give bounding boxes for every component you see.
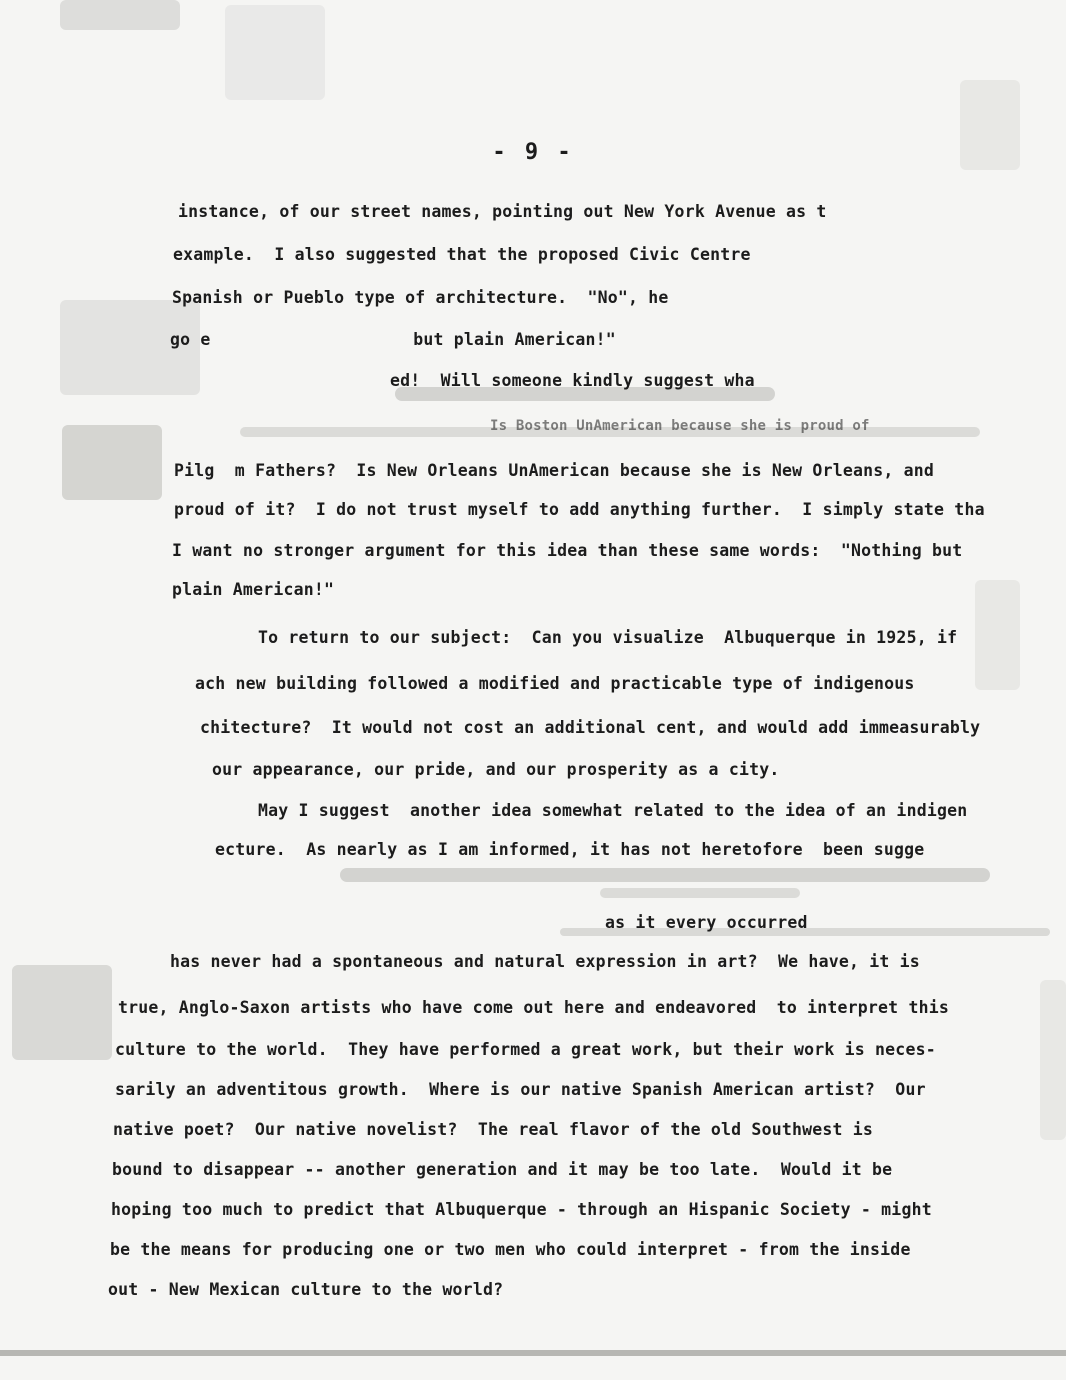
text-line: May I suggest another idea somewhat related to the idea of an indigen: [258, 801, 968, 820]
text-line: out - New Mexican culture to the world?: [108, 1280, 504, 1299]
text-line: chitecture? It would not cost an additional cent, and would add immeasurably: [200, 718, 981, 737]
text-line: native poet? Our native novelist? The real flavor of the old Southwest is: [113, 1120, 874, 1139]
text-line: Pilg m Fathers? Is New Orleans UnAmerican because she is New Orleans, and: [174, 461, 935, 480]
text-line: true, Anglo-Saxon artists who have come out here and endeavored to interpret this: [118, 998, 949, 1017]
text-line: instance, of our street names, pointing out New York Avenue as t: [178, 202, 827, 221]
paper-stain: [60, 0, 180, 30]
page-number: - 9 -: [492, 140, 574, 165]
text-line: ed! Will someone kindly suggest wha: [390, 371, 755, 390]
text-line: be the means for producing one or two men who could interpret - from the inside: [110, 1240, 911, 1259]
paper-stain: [225, 5, 325, 100]
text-line: culture to the world. They have performed a great work, but their work is neces-: [115, 1040, 936, 1059]
text-line: sarily an adventitous growth. Where is our native Spanish American artist? Our: [115, 1080, 926, 1099]
text-line: ach new building followed a modified and practicable type of indigenous: [195, 674, 915, 693]
page-bottom-edge: [0, 1350, 1066, 1356]
paper-stain: [62, 425, 162, 500]
text-line: example. I also suggested that the proposed Civic Centre: [173, 245, 751, 264]
text-line: plain American!": [172, 580, 335, 599]
text-line: has never had a spontaneous and natural expression in art? We have, it is: [170, 952, 920, 971]
text-line: as it every occurred: [605, 913, 808, 932]
paper-tear: [600, 888, 800, 898]
text-line: Is Boston UnAmerican because she is proud of: [490, 418, 870, 434]
text-line: To return to our subject: Can you visualize Albuquerque in 1925, if: [258, 628, 958, 647]
text-line: go e but plain American!": [170, 330, 616, 349]
paper-stain: [1040, 980, 1066, 1140]
text-line: proud of it? I do not trust myself to add anything further. I simply state tha: [174, 500, 985, 519]
paper-tear: [340, 868, 990, 882]
text-line: ecture. As nearly as I am informed, it has not heretofore been sugge: [215, 840, 925, 859]
text-line: our appearance, our pride, and our prosperity as a city.: [212, 760, 780, 779]
text-line: hoping too much to predict that Albuquerque - through an Hispanic Society - might: [111, 1200, 932, 1219]
text-line: Spanish or Pueblo type of architecture. "No", he: [172, 288, 669, 307]
paper-stain: [975, 580, 1020, 690]
text-line: I want no stronger argument for this idea than these same words: "Nothing but: [172, 541, 963, 560]
paper-stain: [12, 965, 112, 1060]
text-line: bound to disappear -- another generation and it may be too late. Would it be: [112, 1160, 893, 1179]
